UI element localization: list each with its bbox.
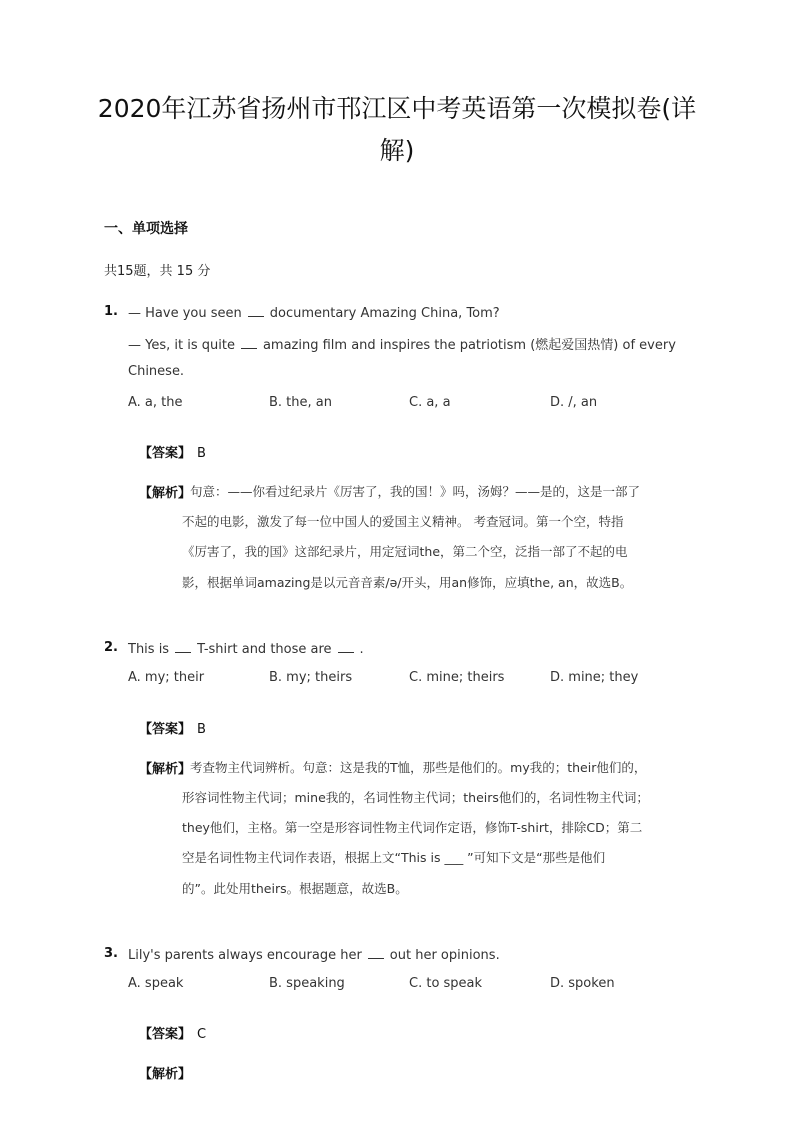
question-3-number: 3. xyxy=(104,946,118,961)
question-2-option-a: A. my; their xyxy=(128,670,205,685)
question-1-analysis-label: 【解析】 xyxy=(139,486,192,501)
question-2-option-c: C. mine; theirs xyxy=(409,670,505,685)
question-1-text-d: amazing film and inspires the patriotism (燃起爱国热情) of every xyxy=(262,338,676,353)
answer-blank xyxy=(241,336,257,349)
question-3-option-a: A. speak xyxy=(128,976,184,991)
question-2-line-1 xyxy=(128,640,364,657)
question-1-option-d: D. /, an xyxy=(550,395,598,410)
answer-blank xyxy=(338,640,354,653)
question-2-text-c: . xyxy=(359,642,364,657)
question-1-line-3: Chinese. xyxy=(128,364,185,379)
question-1-text-b: documentary Amazing China, Tom? xyxy=(269,306,500,321)
question-3-text-a: Lily's parents always encourage her xyxy=(128,948,362,963)
question-3-option-d: D. spoken xyxy=(550,976,615,991)
question-1-analysis-line-4: 影，根据单词amazing是以元音音素/ə/开头，用an修饰，应填the, an，故选B。 xyxy=(182,575,633,590)
question-2-option-b: B. my; theirs xyxy=(269,670,353,685)
answer-label: 【答案】 xyxy=(139,722,192,737)
title-line-1: 2020年江苏省扬州市邗江区中考英语第一次模拟卷(详 xyxy=(97,94,697,123)
answer-value: B xyxy=(197,722,206,737)
question-2-analysis-line-2: 形容词性物主代词；mine我的，名词性物主代词；theirs他们的，名词性物主代词； xyxy=(182,790,649,805)
question-1-analysis-line-3: 《厉害了，我的国》这部纪录片，用定冠词the，第二个空，泛指一部了不起的电 xyxy=(182,544,628,559)
question-1-analysis-line-2: 不起的电影，激发了每一位中国人的爱国主义精神。 考查冠词。第一个空，特指 xyxy=(182,514,624,529)
question-2-analysis-line-3: they他们，主格。第一空是形容词性物主代词作定语，修饰T-shirt，排除CD；第二 xyxy=(182,820,643,835)
question-2-analysis-label: 【解析】 xyxy=(139,762,192,777)
question-1-analysis-line-1: 句意：——你看过纪录片《厉害了，我的国！》吗，汤姆？——是的，这是一部了 xyxy=(190,484,641,499)
question-2-answer xyxy=(139,718,206,737)
title-line-2: 解) xyxy=(379,136,415,165)
answer-label: 【答案】 xyxy=(139,446,192,461)
question-1-text-a: — Have you seen xyxy=(128,306,242,321)
question-3-line-1 xyxy=(128,946,500,963)
section-heading: 一、单项选择 xyxy=(104,221,188,237)
answer-value: C xyxy=(197,1027,207,1042)
answer-blank xyxy=(368,946,384,959)
question-2-analysis-line-4: 空是名词性物主代词作表语，根据上文“This is ___ ”可知下文是“那些是他们 xyxy=(182,850,606,865)
question-1-number: 1. xyxy=(104,304,118,319)
section-count: 共15题，共 15 分 xyxy=(104,264,211,279)
question-1-option-a: A. a, the xyxy=(128,395,183,410)
answer-blank xyxy=(248,304,264,317)
question-2-text-a: This is xyxy=(128,642,170,657)
answer-label: 【答案】 xyxy=(139,1027,192,1042)
question-2-text-b: T-shirt and those are xyxy=(197,642,332,657)
question-2-option-d: D. mine; they xyxy=(550,670,639,685)
question-3-option-b: B. speaking xyxy=(269,976,345,991)
answer-value: B xyxy=(197,446,206,461)
question-1-line-1 xyxy=(128,304,500,321)
answer-blank xyxy=(175,640,191,653)
document-title xyxy=(80,88,714,172)
question-3-text-b: out her opinions. xyxy=(389,948,500,963)
question-3-option-c: C. to speak xyxy=(409,976,483,991)
question-2-analysis-line-1: 考查物主代词辨析。句意：这是我的T恤，那些是他们的。my我的；their他们的， xyxy=(190,760,647,775)
question-2-number: 2. xyxy=(104,640,118,655)
question-1-line-2 xyxy=(128,334,676,353)
question-1-option-b: B. the, an xyxy=(269,395,332,410)
question-2-analysis-line-5: 的”。此处用theirs。根据题意，故选B。 xyxy=(182,881,408,896)
question-1-answer xyxy=(139,442,206,461)
question-1-text-c: — Yes, it is quite xyxy=(128,338,235,353)
question-3-analysis-label: 【解析】 xyxy=(139,1067,192,1082)
question-3-answer xyxy=(139,1023,206,1042)
question-1-option-c: C. a, a xyxy=(409,395,451,410)
